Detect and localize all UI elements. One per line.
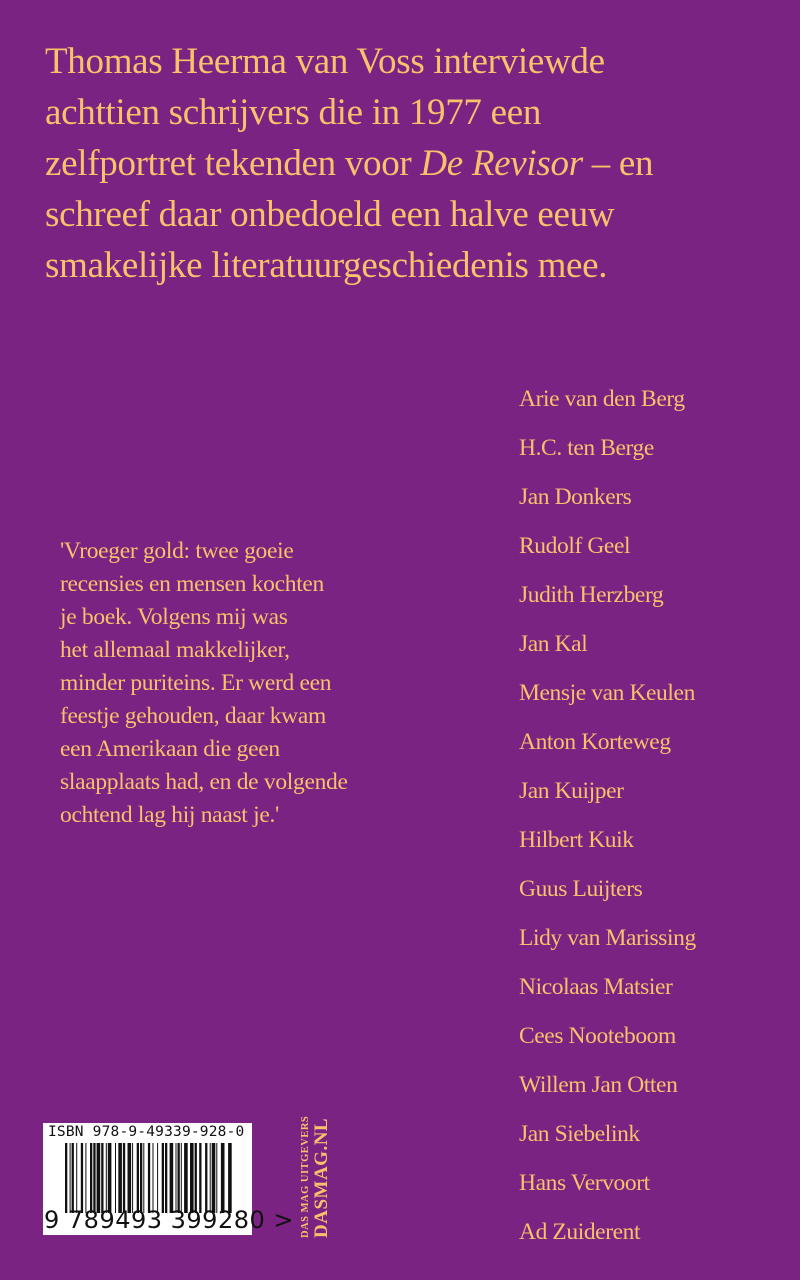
quote-line: feestje gehouden, daar kwam [60,703,326,729]
quote-line: minder puriteins. Er werd een [60,670,332,696]
barcode-bar [85,1143,86,1213]
ean-digits: 9 789493 399280 > [44,1206,294,1234]
intro-line [45,138,765,189]
barcode-bar [221,1143,225,1213]
publisher-name: DAS MAG UITGEVERS [300,1115,311,1238]
barcode-bar [162,1143,164,1213]
barcode-bar [70,1143,71,1213]
barcode-bar [212,1143,216,1213]
blurb-intro [45,36,765,291]
intro-line-tail: – en [582,143,654,184]
barcode-bar [228,1143,232,1213]
quote-line: je boek. Volgens mij was [60,604,288,630]
intro-line-text: zelfportret tekenden voor [45,143,421,184]
barcode-bar [170,1143,174,1213]
intro-line: schreef daar onbedoeld een halve eeuw [45,194,615,235]
barcode-bar [184,1143,188,1213]
author-name: Anton Korteweg [519,729,671,755]
barcode-bar [118,1143,122,1213]
publisher-imprint [300,1116,331,1238]
author-list [519,375,696,1257]
barcode-bar [81,1143,83,1213]
barcode-bar [128,1143,132,1213]
isbn-barcode [43,1123,294,1235]
intro-line: Thomas Heerma van Voss interviewde [45,41,605,82]
barcode-bar [101,1143,103,1213]
barcode-bar [210,1143,211,1213]
publisher-website: DASMAG.NL [311,1117,332,1238]
barcode-bar [178,1143,180,1213]
quote-line: ochtend lag hij naast je.' [60,802,279,828]
barcode-bar [137,1143,139,1213]
barcode-bar [190,1143,194,1213]
author-name: Jan Siebelink [519,1121,640,1147]
pull-quote [60,535,420,832]
barcode-bar [205,1143,207,1213]
author-name: Jan Kuijper [519,778,624,804]
author-name: Rudolf Geel [519,533,631,559]
author-name: Hilbert Kuik [519,827,634,853]
barcode-bar [76,1143,77,1213]
barcode-bar [140,1143,142,1213]
barcode-bar [106,1143,107,1213]
quote-line: recensies en mensen kochten [60,571,324,597]
barcode-bar [181,1143,182,1213]
author-name: Judith Herzberg [519,582,664,608]
author-name: Jan Donkers [519,484,632,510]
author-name: Lidy van Marissing [519,925,696,951]
author-name: Nicolaas Matsier [519,974,673,1000]
barcode-bar [216,1143,217,1213]
barcode-bar [108,1143,112,1213]
author-name: Mensje van Keulen [519,680,695,706]
intro-line: achttien schrijvers die in 1977 een [45,92,542,133]
barcode-bar [132,1143,133,1213]
barcode-bar [153,1143,154,1213]
barcode-bar [93,1143,95,1213]
quote-line: slaapplaats had, en de volgende [60,769,348,795]
author-name: Ad Zuiderent [519,1219,641,1245]
barcode-bar [199,1143,201,1213]
barcode-bar [97,1143,101,1213]
quote-line: een Amerikaan die geen [60,736,280,762]
barcode-bar [143,1143,144,1213]
quote-line: 'Vroeger gold: twee goeie [60,538,294,564]
barcode-bar [157,1143,158,1213]
magazine-title: De Revisor [420,143,583,184]
barcode-bar [195,1143,197,1213]
barcode-bar [148,1143,150,1213]
barcode-bar [65,1143,67,1213]
author-name: Guus Luijters [519,876,643,902]
barcode-bar [90,1143,92,1213]
barcode-bar [176,1143,177,1213]
barcode-bar [123,1143,125,1213]
author-name: H.C. ten Berge [519,435,654,461]
barcode-bars [65,1143,235,1213]
barcode-bar [165,1143,167,1213]
barcode-bar [72,1143,74,1213]
isbn-label: ISBN 978-9-49339-928-0 [48,1124,245,1140]
intro-line: smakelijke literatuurgeschiedenis mee. [45,245,608,286]
quote-line: het allemaal makkelijker, [60,637,290,663]
author-name: Hans Vervoort [519,1170,650,1196]
author-name: Cees Nooteboom [519,1023,676,1049]
author-name: Willem Jan Otten [519,1072,678,1098]
author-name: Arie van den Berg [519,386,685,412]
author-name: Jan Kal [519,631,588,657]
barcode-bar [115,1143,116,1213]
